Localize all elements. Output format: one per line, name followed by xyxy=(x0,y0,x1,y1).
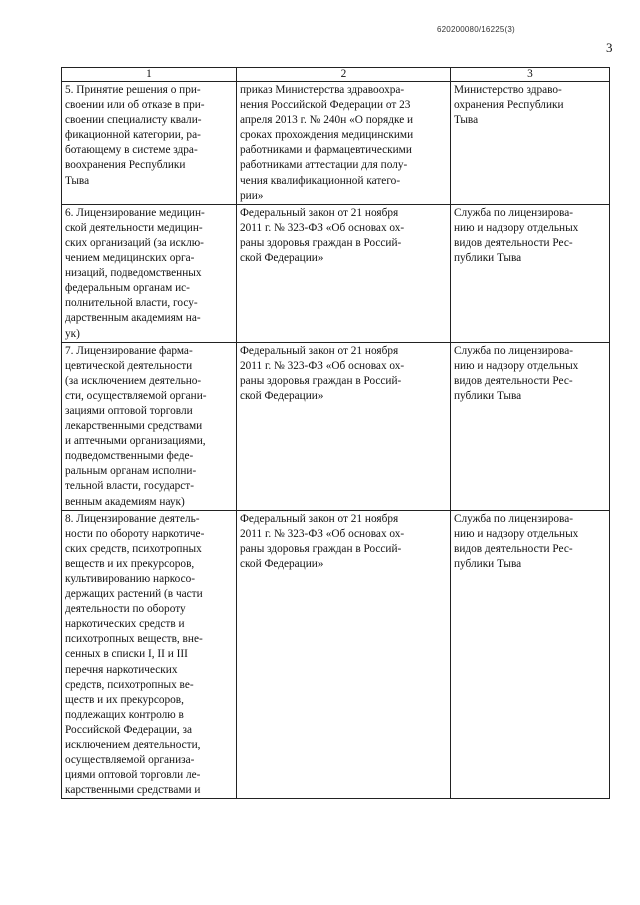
table-row xyxy=(62,342,610,510)
page-number: 3 xyxy=(606,40,613,55)
service-cell: 7. Лицензирование фарма- цевтической деятельности (за исключением деятельно- сти, осуществляемой органи- зациями оптовой торговли лекарственными средствами и аптечными организациями, подведомственными феде- ральным органам исполни- тельной власти, государст- венным академиям наук) xyxy=(62,342,237,510)
document-id: 620200080/16225(3) xyxy=(437,25,515,34)
table-row xyxy=(62,204,610,342)
authority-cell: Служба по лицензирова- нию и надзору отдельных видов деятельности Рес- публики Тыва xyxy=(451,510,610,799)
legal-basis-cell: приказ Министерства здравоохра- нения Российской Федерации от 23 апреля 2013 г. № 240н «О порядке и сроках прохождения медицинскими работниками и фармацевтическими работниками аттестации для полу- чения квалификационной катего- рии» xyxy=(237,82,451,205)
authority-cell: Служба по лицензирова- нию и надзору отдельных видов деятельности Рес- публики Тыва xyxy=(451,204,610,342)
service-cell: 6. Лицензирование медицин- ской деятельности медицин- ских организаций (за исклю- чением медицинских орга- низаций, подведомственных федеральным органам ис- полнительной власти, госу- дарственным академиям на- ук) xyxy=(62,204,237,342)
column-header-1: 1 xyxy=(62,68,237,82)
column-header-2: 2 xyxy=(237,68,451,82)
table-header-row xyxy=(62,68,610,82)
legal-basis-cell: Федеральный закон от 21 ноября 2011 г. № 323-ФЗ «Об основах ох- раны здоровья граждан в Россий- ской Федерации» xyxy=(237,204,451,342)
legal-basis-cell: Федеральный закон от 21 ноября 2011 г. № 323-ФЗ «Об основах ох- раны здоровья граждан в Россий- ской Федерации» xyxy=(237,510,451,799)
service-cell: 5. Принятие решения о при- своении или об отказе в при- своении специалисту квали- фикационной категории, ра- ботающему в системе здра- воохранения Республики Тыва xyxy=(62,82,237,205)
column-header-3: 3 xyxy=(451,68,610,82)
services-table xyxy=(61,67,610,799)
table-row xyxy=(62,510,610,799)
table-row xyxy=(62,82,610,205)
service-cell: 8. Лицензирование деятель- ности по обороту наркотиче- ских средств, психотропных веществ и их прекурсоров, культивированию наркосо- держащих растений (в части деятельности по обороту наркотических средств и психотропных веществ, вне- сенных в списки I, II и III перечня наркотических средств, психотропных ве- ществ и их прекурсоров, подлежащих контролю в Российской Федерации, за исключением деятельности, осуществляемой организа- циями оптовой торговли ле- карственными средствами и xyxy=(62,510,237,799)
authority-cell: Министерство здраво- охранения Республики Тыва xyxy=(451,82,610,205)
authority-cell: Служба по лицензирова- нию и надзору отдельных видов деятельности Рес- публики Тыва xyxy=(451,342,610,510)
legal-basis-cell: Федеральный закон от 21 ноября 2011 г. № 323-ФЗ «Об основах ох- раны здоровья граждан в Россий- ской Федерации» xyxy=(237,342,451,510)
